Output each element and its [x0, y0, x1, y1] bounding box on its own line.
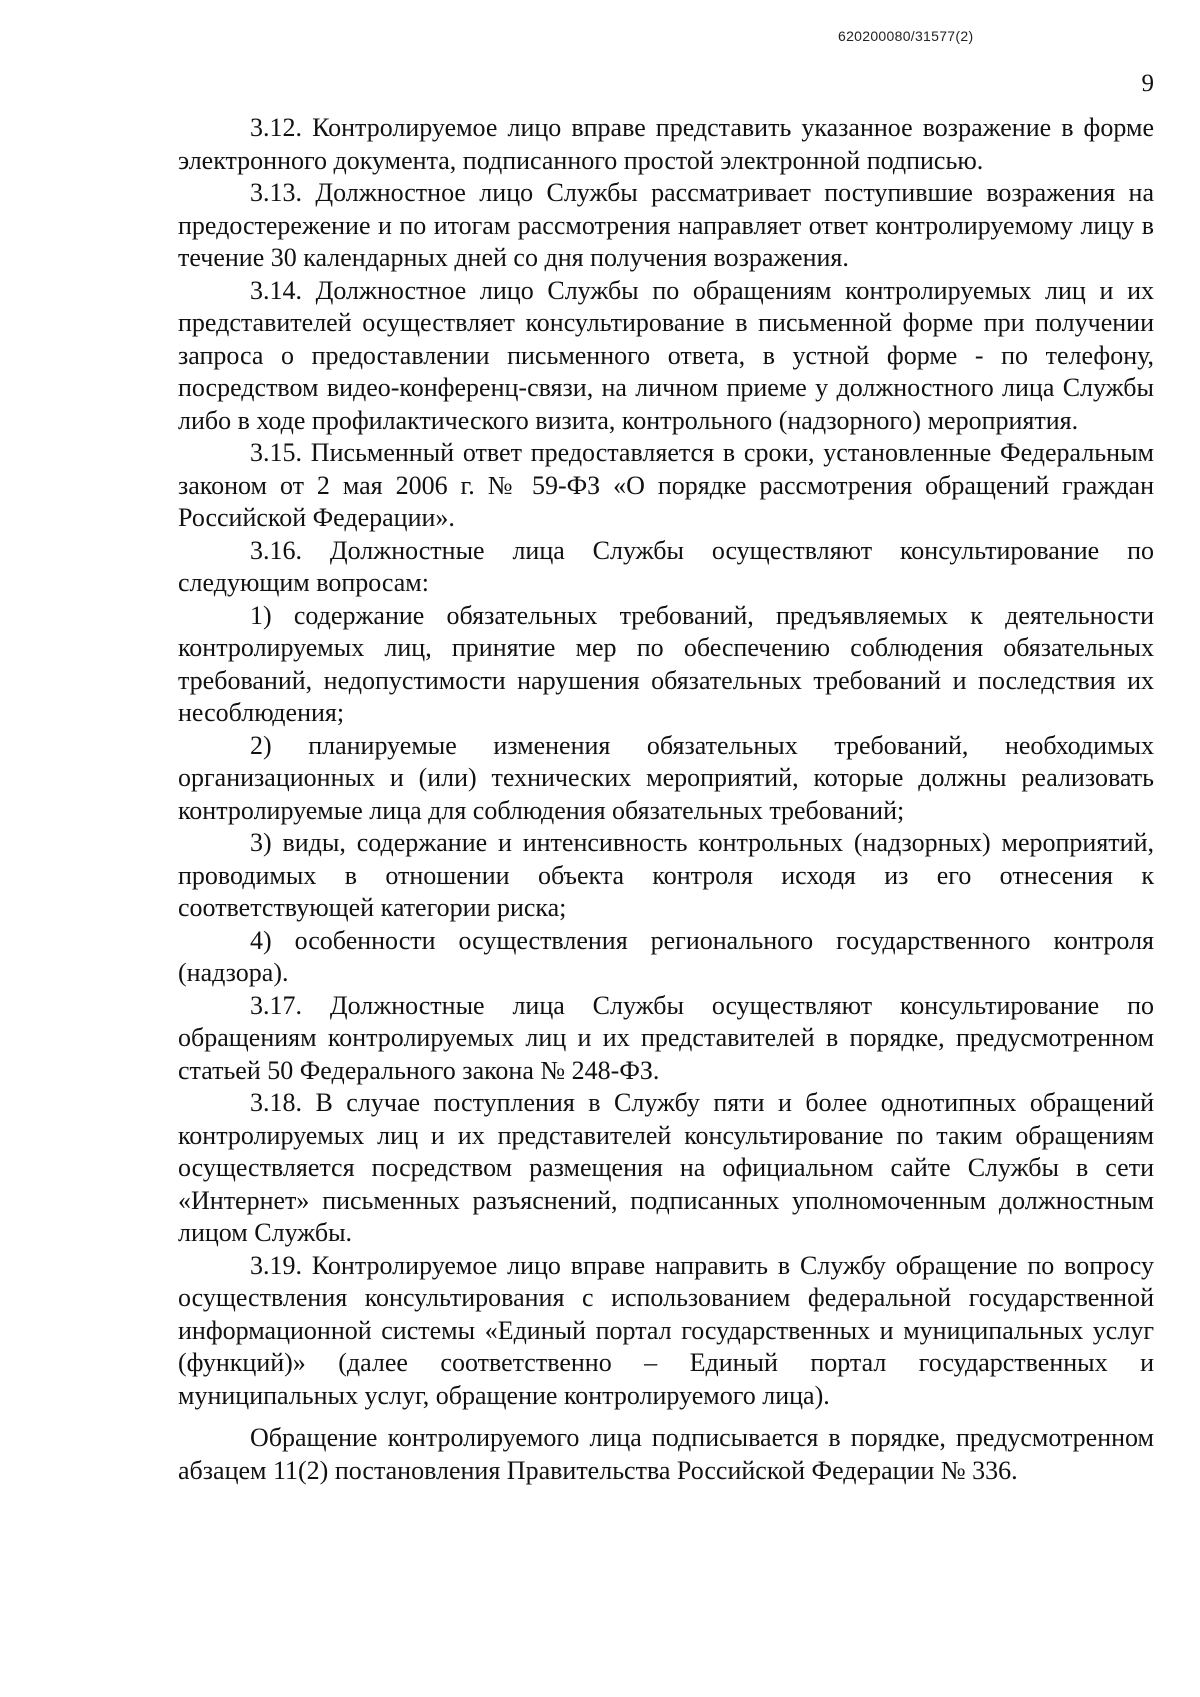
paragraph-3-14: 3.14. Должностное лицо Службы по обращениям контролируемых лиц и их представителей осуществляет консультирование в письменной форме при получении запроса о предоставлении письменного ответа, в устной форме - по телефону, посредством видео-конференц-связи, на личном приеме у должностного лица Службы либо в ходе профилактического визита, контрольного (надзорного) мероприятия. [178, 275, 1154, 435]
paragraph-3-13: 3.13. Должностное лицо Службы рассматривает поступившие возражения на предостережение и по итогам рассмотрения направляет ответ контролируемому лицу в течение 30 календарных дней со дня получения возражения. [178, 178, 1154, 272]
paragraph-3-17: 3.17. Должностные лица Службы осуществляют консультирование по обращениям контролируемых лиц и их представителей в порядке, предусмотренном статьей 50 Федерального закона № 248-ФЗ. [178, 990, 1154, 1085]
paragraph-3-12: 3.12. Контролируемое лицо вправе представить указанное возражение в форме электронного документа, подписанного простой электронной подписью. [178, 113, 1154, 175]
list-item-2: 2) планируемые изменения обязательных требований, необходимых организационных и (или) технических мероприятий, которые должны реализовать контролируемые лица для соблюдения обязательных требований; [178, 730, 1154, 825]
document-body [178, 112, 1154, 1487]
paragraph-3-16: 3.16. Должностные лица Службы осуществляют консультирование по следующим вопросам: [178, 535, 1154, 597]
paragraph-3-18: 3.18. В случае поступления в Службу пяти и более однотипных обращений контролируемых лиц и их представителей консультирование по таким обращениям осуществляется посредством размещения на официальном сайте Службы в сети «Интернет» письменных разъяснений, подписанных уполномоченным должностным лицом Службы. [178, 1088, 1154, 1247]
list-item-4: 4) особенности осуществления регионального государственного контроля (надзора). [178, 925, 1154, 987]
paragraph-3-15: 3.15. Письменный ответ предоставляется в сроки, установленные Федеральным законом от 2 мая 2006 г. № 59-ФЗ «О порядке рассмотрения обращений граждан Российской Федерации». [178, 438, 1154, 532]
list-item-3: 3) виды, содержание и интенсивность контрольных (надзорных) мероприятий, проводимых в отношении объекта контроля исходя из его отнесения к соответствующей категории риска; [178, 828, 1154, 922]
paragraph-3-19: 3.19. Контролируемое лицо вправе направить в Службу обращение по вопросу осуществления консультирования с использованием федеральной государственной информационной системы «Единый портал государственных и муниципальных услуг (функций)» (далее соответственно – Единый портал государственных и муниципальных услуг, обращение контролируемого лица). [178, 1250, 1154, 1410]
page-number: 9 [1141, 70, 1154, 97]
document-id: 620200080/31577(2) [838, 28, 974, 44]
paragraph-signature-rule: Обращение контролируемого лица подписывается в порядке, предусмотренном абзацем 11(2) постановления Правительства Российской Федерации № 336. [178, 1423, 1154, 1485]
list-item-1: 1) содержание обязательных требований, предъявляемых к деятельности контролируемых лиц, принятие мер по обеспечению соблюдения обязательных требований, недопустимости нарушения обязательных требований и последствия их несоблюдения; [178, 600, 1154, 727]
